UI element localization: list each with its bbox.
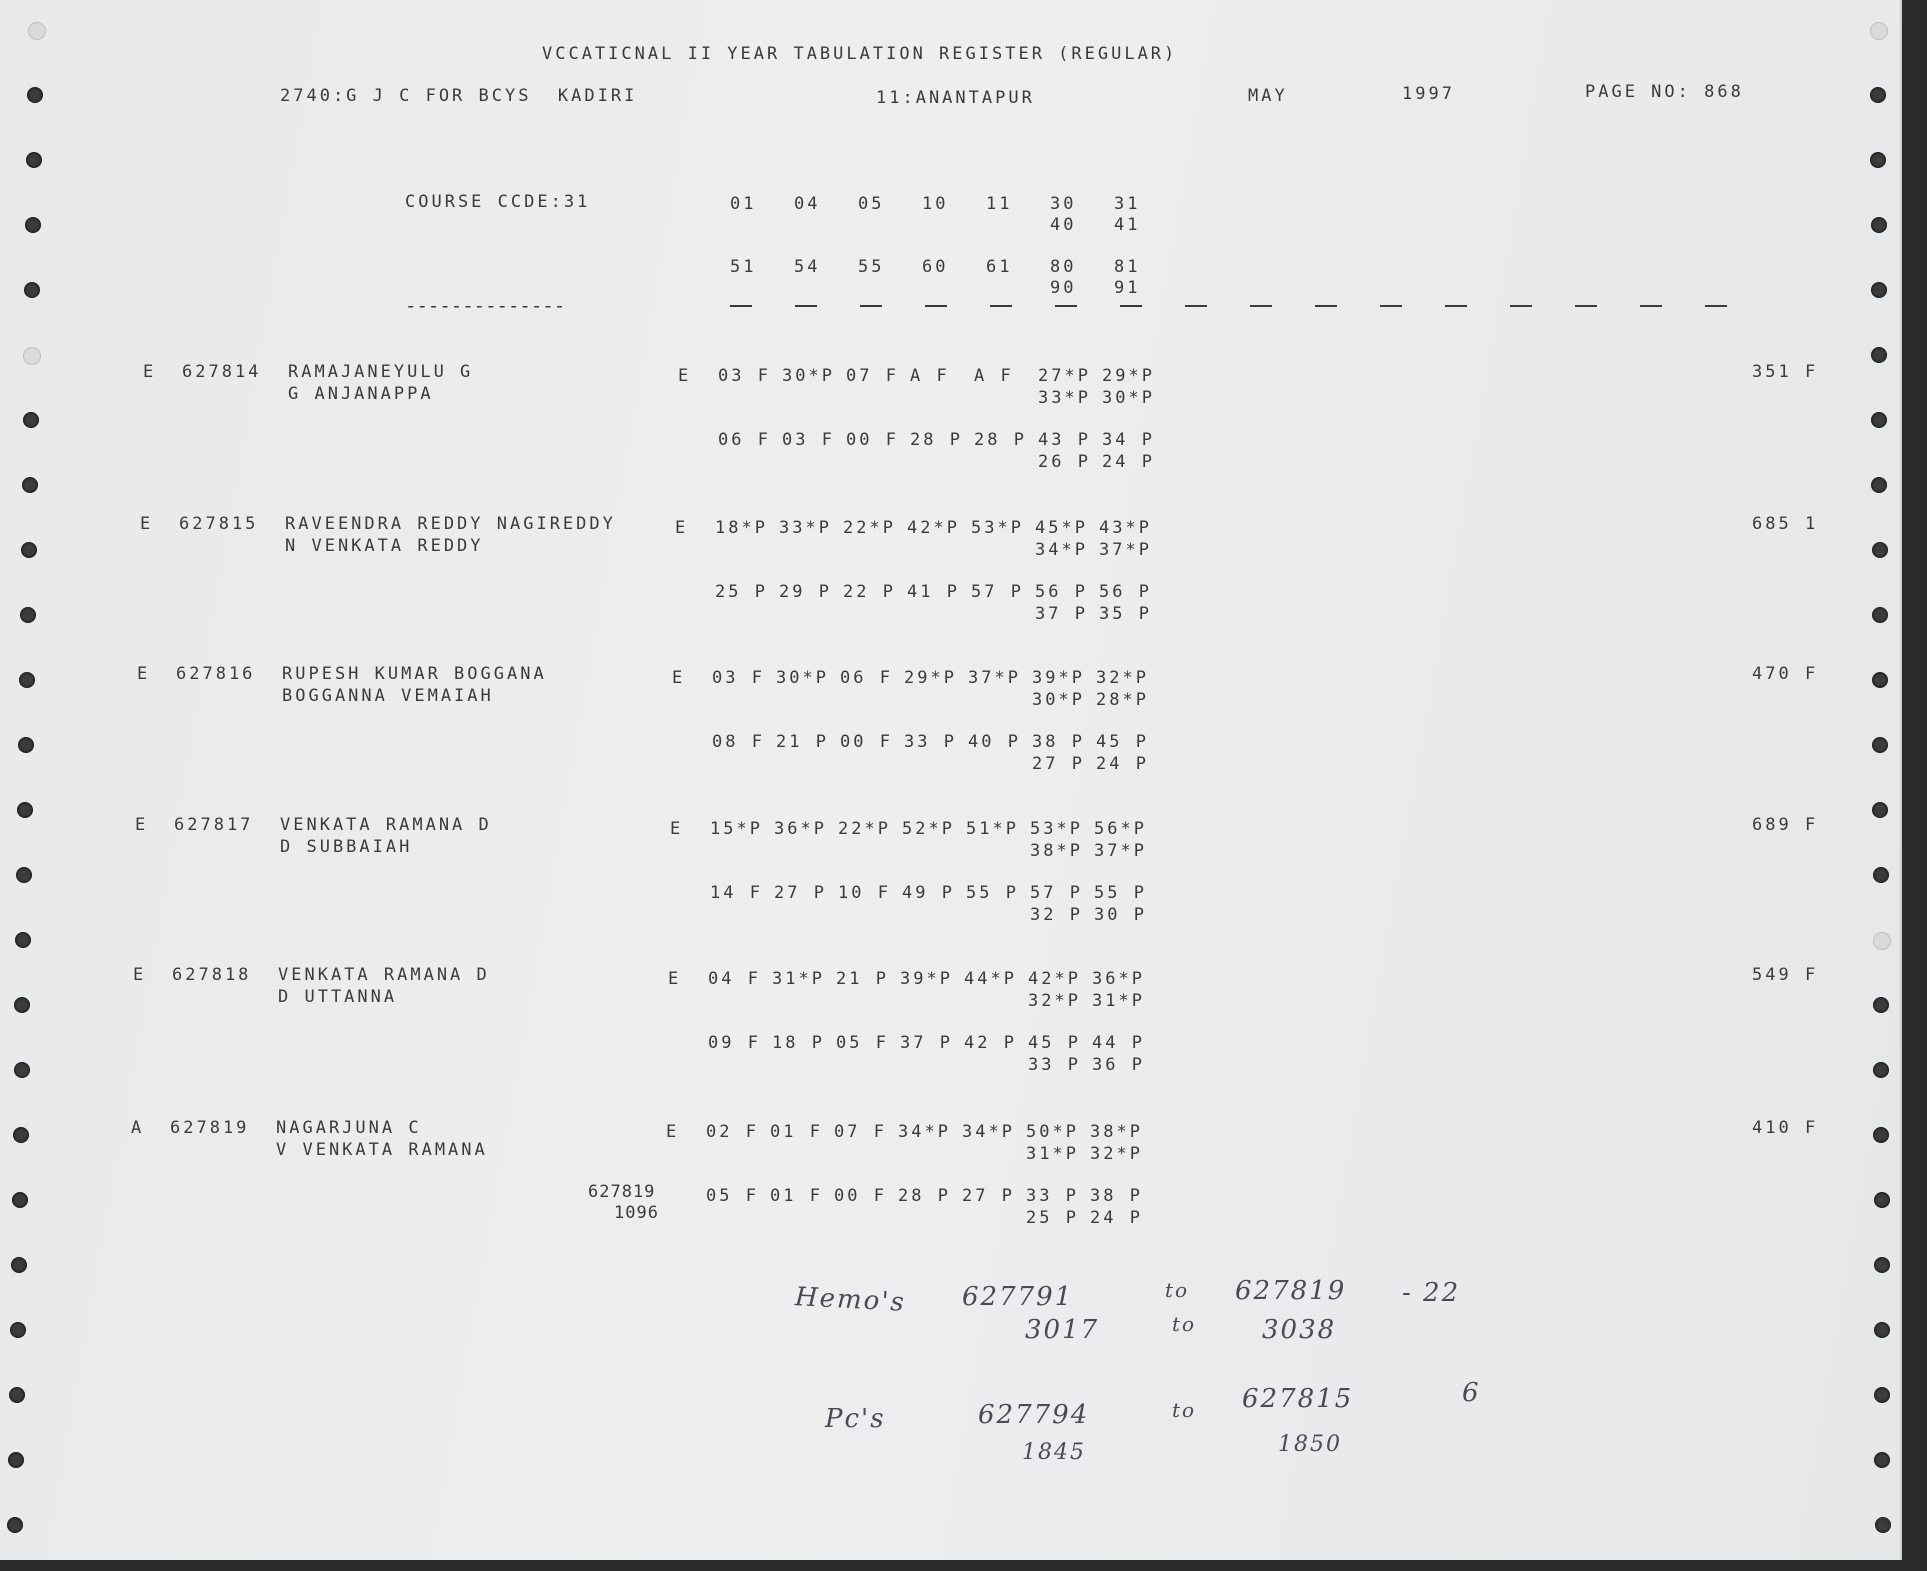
mark-cell: 53*P (1030, 819, 1083, 839)
mark-cell: 34*P (962, 1122, 1015, 1142)
mark-cell: 37 P (900, 1033, 953, 1053)
column-dash (925, 305, 947, 307)
feed-hole (9, 1387, 25, 1403)
feed-hole (1872, 607, 1888, 623)
student-flag: E (137, 664, 151, 684)
pcs-from: 627794 (978, 1400, 1090, 1430)
pcs-count: 6 (1462, 1378, 1481, 1408)
mark-cell: 57 P (1030, 883, 1083, 903)
pcs-to-word: to (1172, 1398, 1197, 1422)
feed-hole (19, 672, 35, 688)
college-name: 2740:G J C FOR BCYS KADIRI (280, 86, 638, 106)
roll-number: 627818 (172, 965, 252, 985)
feed-hole (7, 1517, 23, 1533)
student-name: NAGARJUNA C (276, 1118, 422, 1138)
total-result: 470 F (1752, 664, 1819, 684)
mark-cell: 30*P (1102, 388, 1155, 408)
mark-cell: 24 P (1090, 1208, 1143, 1228)
total-result: 351 F (1752, 362, 1819, 382)
feed-hole (8, 1452, 24, 1468)
column-dash (1380, 305, 1402, 307)
mark-cell: 24 P (1096, 754, 1149, 774)
feed-hole (1874, 1192, 1890, 1208)
mark-cell: 29 P (779, 582, 832, 602)
mark-cell: 22*P (838, 819, 891, 839)
feed-hole (1872, 542, 1888, 558)
column-dash (1445, 305, 1467, 307)
feed-hole (10, 1322, 26, 1338)
mark-cell: 22*P (843, 518, 896, 538)
mark-cell: 27 P (962, 1186, 1015, 1206)
feed-hole (1874, 1257, 1890, 1273)
mark-cell: 27 P (1032, 754, 1085, 774)
mark-cell: 21 P (836, 969, 889, 989)
mark-cell: 28 P (898, 1186, 951, 1206)
total-result: 685 1 (1752, 514, 1819, 534)
course-code: 04 (794, 194, 821, 214)
course-code: 11 (986, 194, 1013, 214)
mark-cell: 03 F (718, 366, 771, 386)
feed-hole (22, 477, 38, 493)
roll-number: 627819 (170, 1118, 250, 1138)
pcs-from-2: 1845 (1022, 1440, 1086, 1465)
mark-cell: 50*P (1026, 1122, 1079, 1142)
course-code: 61 (986, 257, 1013, 277)
feed-hole (1872, 672, 1888, 688)
memos-to-word-2: to (1172, 1312, 1197, 1336)
feed-hole (26, 152, 42, 168)
total-result: 689 F (1752, 815, 1819, 835)
mark-cell: 32 P (1030, 905, 1083, 925)
feed-hole (12, 1192, 28, 1208)
exam-month: MAY (1248, 86, 1288, 106)
feed-hole (1873, 932, 1891, 950)
course-code: 05 (858, 194, 885, 214)
feed-hole (16, 867, 32, 883)
mark-cell: 38*P (1090, 1122, 1143, 1142)
mark-cell: 18*P (715, 518, 768, 538)
mark-cell: 03 F (712, 668, 765, 688)
feed-hole (20, 607, 36, 623)
mark-cell: 38 P (1032, 732, 1085, 752)
mark-cell: 38 P (1090, 1186, 1143, 1206)
mark-cell: 42*P (1028, 969, 1081, 989)
course-underline: -------------- (405, 295, 566, 317)
column-dash (990, 305, 1012, 307)
column-dash (1120, 305, 1142, 307)
column-dash (730, 305, 752, 307)
mark-cell: 36 P (1092, 1055, 1145, 1075)
student-name: RAVEENDRA REDDY NAGIREDDY (285, 514, 616, 534)
roll-number: 627814 (182, 362, 262, 382)
course-code: 31 (1114, 194, 1141, 214)
feed-hole (23, 347, 41, 365)
father-name: N VENKATA REDDY (285, 536, 484, 556)
medium: E (670, 819, 684, 839)
mark-cell: 49 P (902, 883, 955, 903)
mark-cell: A F (974, 366, 1014, 386)
course-code: 30 (1050, 194, 1077, 214)
feed-hole (1871, 217, 1887, 233)
course-code: 41 (1114, 215, 1141, 235)
course-code: 91 (1114, 278, 1141, 298)
feed-hole (1871, 412, 1887, 428)
mark-cell: 34*P (1035, 540, 1088, 560)
feed-hole (17, 802, 33, 818)
mark-cell: 01 F (770, 1122, 823, 1142)
mark-cell: 38*P (1030, 841, 1083, 861)
course-code: 60 (922, 257, 949, 277)
mark-cell: 26 P (1038, 452, 1091, 472)
mark-cell: 01 F (770, 1186, 823, 1206)
feed-hole (1874, 1452, 1890, 1468)
feed-hole (1872, 802, 1888, 818)
roll-number: 627816 (176, 664, 256, 684)
student-name: RUPESH KUMAR BOGGANA (282, 664, 547, 684)
feed-hole (1874, 1387, 1890, 1403)
mark-cell: 06 F (840, 668, 893, 688)
feed-hole (24, 282, 40, 298)
feed-hole (25, 217, 41, 233)
feed-hole (1871, 477, 1887, 493)
mark-cell: 30*P (782, 366, 835, 386)
mark-cell: 51*P (966, 819, 1019, 839)
mark-cell: 33*P (779, 518, 832, 538)
mark-cell: 25 P (715, 582, 768, 602)
mark-cell: 33 P (1028, 1055, 1081, 1075)
feed-hole (11, 1257, 27, 1273)
mark-cell: 27 P (774, 883, 827, 903)
mark-cell: 45 P (1096, 732, 1149, 752)
mark-cell: 10 F (838, 883, 891, 903)
feed-hole (1870, 87, 1886, 103)
mark-cell: 45 P (1028, 1033, 1081, 1053)
mark-cell: 24 P (1102, 452, 1155, 472)
mark-cell: 32*P (1096, 668, 1149, 688)
column-dash (795, 305, 817, 307)
mark-cell: 39*P (900, 969, 953, 989)
mark-cell: 56*P (1094, 819, 1147, 839)
mark-cell: 57 P (971, 582, 1024, 602)
feed-hole (1871, 282, 1887, 298)
student-flag: E (133, 965, 147, 985)
mark-cell: 33 P (1026, 1186, 1079, 1206)
footer-code: 1096 (614, 1203, 659, 1223)
feed-hole (27, 87, 43, 103)
father-name: V VENKATA RAMANA (276, 1140, 488, 1160)
column-dash (860, 305, 882, 307)
mark-cell: 18 P (772, 1033, 825, 1053)
feed-hole (15, 932, 31, 948)
feed-hole (1873, 1062, 1889, 1078)
mark-cell: 30 P (1094, 905, 1147, 925)
student-flag: E (135, 815, 149, 835)
page-number: PAGE NO: 868 (1585, 82, 1744, 102)
mark-cell: 42*P (907, 518, 960, 538)
mark-cell: 33 P (904, 732, 957, 752)
father-name: G ANJANAPPA (288, 384, 434, 404)
mark-cell: 37*P (1094, 841, 1147, 861)
feed-hole (28, 22, 46, 40)
feed-hole (1873, 1127, 1889, 1143)
memos-to: 627819 (1235, 1276, 1347, 1306)
feed-hole (1870, 22, 1888, 40)
mark-cell: 28 P (910, 430, 963, 450)
mark-cell: 27*P (1038, 366, 1091, 386)
column-dash (1510, 305, 1532, 307)
mark-cell: 28*P (1096, 690, 1149, 710)
father-name: D SUBBAIAH (280, 837, 413, 857)
mark-cell: 29*P (1102, 366, 1155, 386)
exam-year: 1997 (1402, 84, 1455, 104)
feed-hole (21, 542, 37, 558)
medium: E (675, 518, 689, 538)
feed-hole (14, 997, 30, 1013)
footer-roll: 627819 (588, 1182, 656, 1202)
course-code: 40 (1050, 215, 1077, 235)
feed-hole (1874, 1322, 1890, 1338)
mark-cell: 05 F (706, 1186, 759, 1206)
mark-cell: 55 P (966, 883, 1019, 903)
mark-cell: 00 F (846, 430, 899, 450)
mark-cell: 41 P (907, 582, 960, 602)
medium: E (668, 969, 682, 989)
student-flag: E (143, 362, 157, 382)
mark-cell: 37*P (1099, 540, 1152, 560)
mark-cell: 39*P (1032, 668, 1085, 688)
column-dash (1055, 305, 1077, 307)
mark-cell: 04 F (708, 969, 761, 989)
course-code-label: COURSE CCDE:31 (405, 192, 591, 212)
father-name: BOGGANNA VEMAIAH (282, 686, 494, 706)
mark-cell: 07 F (846, 366, 899, 386)
mark-cell: 22 P (843, 582, 896, 602)
mark-cell: 00 F (840, 732, 893, 752)
student-name: VENKATA RAMANA D (278, 965, 490, 985)
mark-cell: 42 P (964, 1033, 1017, 1053)
mark-cell: 34 P (1102, 430, 1155, 450)
mark-cell: 07 F (834, 1122, 887, 1142)
roll-number: 627817 (174, 815, 254, 835)
student-name: RAMAJANEYULU G (288, 362, 474, 382)
mark-cell: 35 P (1099, 604, 1152, 624)
mark-cell: 31*P (772, 969, 825, 989)
mark-cell: 53*P (971, 518, 1024, 538)
pcs-label: Pc's (825, 1404, 886, 1434)
father-name: D UTTANNA (278, 987, 398, 1007)
column-dash (1640, 305, 1662, 307)
mark-cell: 43 P (1038, 430, 1091, 450)
mark-cell: 34*P (898, 1122, 951, 1142)
memos-to-2: 3038 (1262, 1315, 1337, 1345)
register-title: VCCATICNAL II YEAR TABULATION REGISTER (REGULAR) (542, 44, 1178, 64)
course-code: 81 (1114, 257, 1141, 277)
memos-from-2: 3017 (1025, 1315, 1100, 1345)
feed-hole (23, 412, 39, 428)
memos-from: 627791 (962, 1282, 1074, 1312)
mark-cell: 29*P (904, 668, 957, 688)
mark-cell: 43*P (1099, 518, 1152, 538)
roll-number: 627815 (179, 514, 259, 534)
feed-hole (18, 737, 34, 753)
pcs-to-2: 1850 (1278, 1432, 1342, 1457)
column-dash (1575, 305, 1597, 307)
mark-cell: 40 P (968, 732, 1021, 752)
total-result: 549 F (1752, 965, 1819, 985)
mark-cell: 44*P (964, 969, 1017, 989)
course-code: 54 (794, 257, 821, 277)
mark-cell: 21 P (776, 732, 829, 752)
mark-cell: 36*P (1092, 969, 1145, 989)
mark-cell: 37 P (1035, 604, 1088, 624)
mark-cell: 30*P (1032, 690, 1085, 710)
mark-cell: 03 F (782, 430, 835, 450)
memos-label: Hemo's (794, 1282, 907, 1318)
feed-hole (1875, 1517, 1891, 1533)
mark-cell: 45*P (1035, 518, 1088, 538)
medium: E (672, 668, 686, 688)
mark-cell: 32*P (1090, 1144, 1143, 1164)
mark-cell: 08 F (712, 732, 765, 752)
mark-cell: 32*P (1028, 991, 1081, 1011)
feed-hole (1873, 997, 1889, 1013)
feed-hole (1870, 152, 1886, 168)
column-dash (1705, 305, 1727, 307)
memos-to-word: to (1165, 1278, 1190, 1302)
feed-hole (1871, 347, 1887, 363)
medium: E (666, 1122, 680, 1142)
mark-cell: 02 F (706, 1122, 759, 1142)
course-code: 51 (730, 257, 757, 277)
mark-cell: 33*P (1038, 388, 1091, 408)
column-dash (1185, 305, 1207, 307)
mark-cell: 25 P (1026, 1208, 1079, 1228)
mark-cell: 44 P (1092, 1033, 1145, 1053)
mark-cell: 36*P (774, 819, 827, 839)
mark-cell: 56 P (1099, 582, 1152, 602)
mark-cell: 28 P (974, 430, 1027, 450)
mark-cell: 06 F (718, 430, 771, 450)
feed-hole (1872, 737, 1888, 753)
mark-cell: 00 F (834, 1186, 887, 1206)
mark-cell: 30*P (776, 668, 829, 688)
feed-hole (14, 1062, 30, 1078)
student-name: VENKATA RAMANA D (280, 815, 492, 835)
student-flag: E (140, 514, 154, 534)
column-dash (1250, 305, 1272, 307)
district-name: 11:ANANTAPUR (876, 88, 1035, 108)
medium: E (678, 366, 692, 386)
memos-count: - 22 (1402, 1278, 1461, 1308)
mark-cell: 37*P (968, 668, 1021, 688)
mark-cell: 15*P (710, 819, 763, 839)
total-result: 410 F (1752, 1118, 1819, 1138)
mark-cell: 14 F (710, 883, 763, 903)
mark-cell: 09 F (708, 1033, 761, 1053)
student-flag: A (131, 1118, 145, 1138)
course-code: 10 (922, 194, 949, 214)
course-code: 80 (1050, 257, 1077, 277)
mark-cell: 52*P (902, 819, 955, 839)
mark-cell: 31*P (1092, 991, 1145, 1011)
mark-cell: A F (910, 366, 950, 386)
mark-cell: 05 F (836, 1033, 889, 1053)
feed-hole (13, 1127, 29, 1143)
feed-hole (1873, 867, 1889, 883)
course-code: 01 (730, 194, 757, 214)
mark-cell: 31*P (1026, 1144, 1079, 1164)
course-code: 90 (1050, 278, 1077, 298)
mark-cell: 55 P (1094, 883, 1147, 903)
column-dash (1315, 305, 1337, 307)
pcs-to: 627815 (1242, 1384, 1354, 1414)
course-code: 55 (858, 257, 885, 277)
mark-cell: 56 P (1035, 582, 1088, 602)
